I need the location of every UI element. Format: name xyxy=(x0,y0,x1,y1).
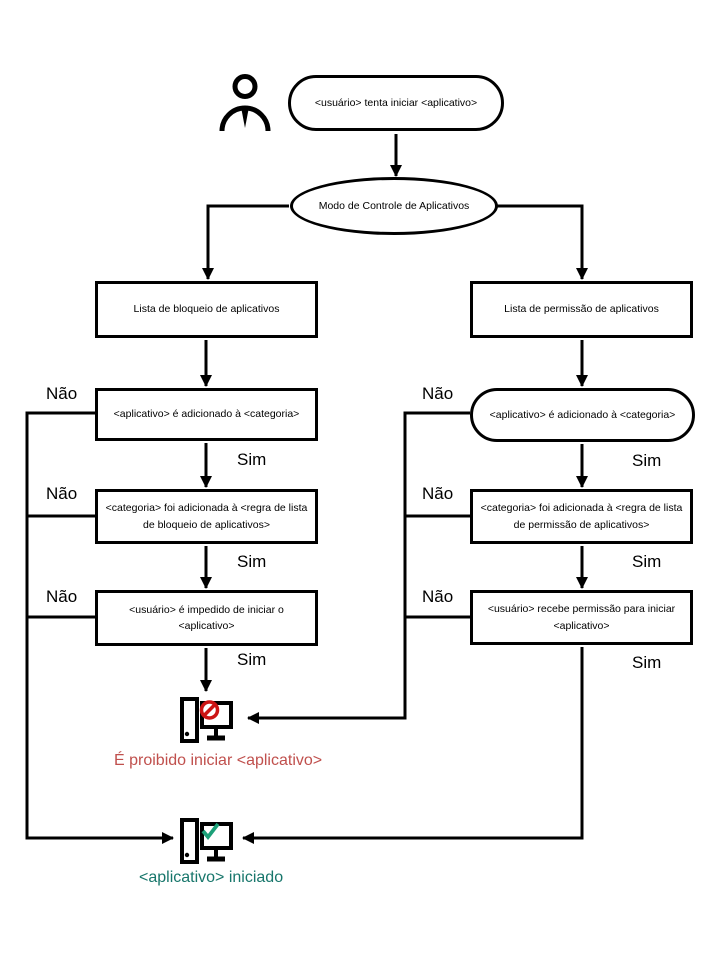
node-blocklist: Lista de bloqueio de aplicativos xyxy=(95,281,318,338)
label-yes-allow-3: Sim xyxy=(632,653,662,672)
node-block-check1: <aplicativo> é adicionado à <categoria> xyxy=(95,388,318,441)
node-start: <usuário> tenta iniciar <aplicativo> xyxy=(288,75,504,131)
node-allow-result: <usuário> recebe permissão para iniciar <aplicativo> xyxy=(470,590,693,645)
edge-mode-to-allowlist xyxy=(497,206,582,279)
allowed-caption: <aplicativo> iniciado xyxy=(139,869,284,886)
computer-blocked-icon xyxy=(178,693,234,751)
edge-right-no-rail xyxy=(248,413,470,718)
edge-mode-to-blocklist xyxy=(208,206,289,279)
node-allow-check2: <categoria> foi adicionada à <regra de lista de permissão de aplicativos> xyxy=(470,489,693,544)
label-yes-allow-2: Sim xyxy=(632,552,662,571)
label-no-allow-2: Não xyxy=(422,484,454,503)
label-yes-block-1: Sim xyxy=(237,450,267,469)
label-yes-allow-1: Sim xyxy=(632,451,662,470)
denied-caption: É proibido iniciar <aplicativo> xyxy=(114,752,323,769)
node-allowlist: Lista de permissão de aplicativos xyxy=(470,281,693,338)
label-no-block-1: Não xyxy=(46,384,78,403)
label-no-block-2: Não xyxy=(46,484,78,503)
label-no-allow-1: Não xyxy=(422,384,454,403)
label-yes-block-3: Sim xyxy=(237,650,267,669)
label-no-allow-3: Não xyxy=(422,587,454,606)
node-block-result: <usuário> é impedido de iniciar o <aplicativo> xyxy=(95,590,318,646)
computer-started-icon xyxy=(178,814,234,872)
label-yes-block-2: Sim xyxy=(237,552,267,571)
user-icon xyxy=(219,72,271,132)
node-block-check2: <categoria> foi adicionada à <regra de lista de bloqueio de aplicativos> xyxy=(95,489,318,544)
node-mode: Modo de Controle de Aplicativos xyxy=(290,177,498,235)
label-no-block-3: Não xyxy=(46,587,78,606)
node-allow-check1: <aplicativo> é adicionado à <categoria> xyxy=(470,388,695,442)
edge-allow-result-to-started xyxy=(243,647,582,838)
